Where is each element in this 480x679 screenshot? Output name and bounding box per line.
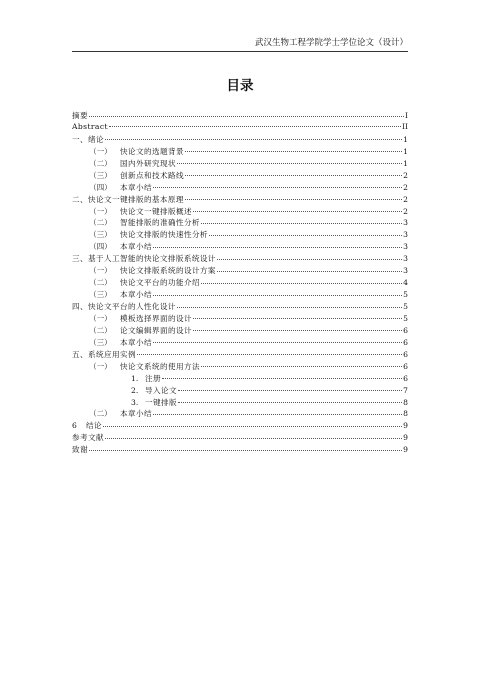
- toc-entry-label: 快论文系统的使用方法: [120, 361, 200, 371]
- toc-entry-number: （二）: [89, 158, 112, 168]
- toc-entry[interactable]: [72, 385, 408, 397]
- toc-entry-number: （二）: [89, 325, 112, 335]
- toc-entry-number: （三）: [89, 337, 112, 347]
- toc-entry-number: （一）: [89, 206, 112, 216]
- dot-leader: [105, 437, 402, 439]
- dot-leader: [185, 198, 402, 200]
- toc-entry-label: 本章小结: [120, 290, 152, 300]
- toc-entry-label: 一、绪论: [72, 134, 104, 144]
- toc-entry-number: 6: [72, 421, 77, 431]
- dot-leader: [89, 115, 404, 117]
- toc-entry-label: 模板选择界面的设计: [120, 313, 192, 323]
- dot-leader: [177, 306, 402, 308]
- toc-entry-page: 8: [403, 409, 408, 419]
- toc-entry-page: 3: [403, 254, 408, 264]
- toc-entry-page: 5: [403, 302, 408, 311]
- toc-entry-page: 6: [403, 337, 408, 347]
- toc-entry-number: （一）: [89, 266, 112, 276]
- toc-entry-page: 6: [403, 325, 408, 335]
- toc-entry-page: 9: [403, 445, 408, 455]
- toc-entry[interactable]: [72, 265, 408, 277]
- toc-entry[interactable]: [72, 182, 408, 194]
- toc-entry[interactable]: [72, 170, 408, 182]
- toc-entry-label: Abstract: [72, 121, 108, 131]
- header-text: 武汉生物工程学院学士学位论文（设计）: [254, 38, 408, 48]
- toc-entry-label: 快论文一键排版概述: [120, 206, 192, 216]
- dot-leader: [89, 449, 402, 451]
- toc-entry-page: 6: [403, 361, 408, 371]
- toc-entry[interactable]: [72, 194, 408, 206]
- toc-entry-label: 快论文排版的快速性分析: [120, 230, 208, 240]
- toc-entry-label: 快论文平台的功能介绍: [120, 278, 200, 288]
- toc-entry-page: 3: [403, 242, 408, 252]
- toc-entry-number: （二）: [89, 409, 112, 419]
- dot-leader: [137, 353, 402, 355]
- toc-entry[interactable]: [72, 229, 408, 241]
- toc-entry-label: 创新点和技术路线: [120, 170, 184, 180]
- toc-entry[interactable]: [72, 277, 408, 289]
- toc-entry[interactable]: [72, 373, 408, 385]
- toc-entry-label: 结论: [86, 421, 102, 431]
- dot-leader: [193, 317, 402, 319]
- toc-entry-page: 1: [403, 146, 408, 156]
- toc-entry-page: 9: [403, 433, 408, 443]
- toc-entry[interactable]: [72, 289, 408, 301]
- dot-leader: [185, 150, 402, 152]
- toc-entry-page: 3: [403, 266, 408, 276]
- toc-entry-page: 6: [403, 373, 408, 383]
- toc-entry-label: 国内外研究现状: [120, 158, 176, 168]
- toc-entry-page: 4: [403, 278, 408, 288]
- toc-entry-number: （一）: [89, 313, 112, 323]
- toc-entry-page: 2: [403, 170, 408, 180]
- toc-entry-label: 摘要: [72, 111, 88, 120]
- toc-entry-label: 四、快论文平台的人性化设计: [72, 302, 176, 311]
- dot-leader: [209, 234, 402, 236]
- toc-entry-label: 一键排版: [145, 397, 177, 407]
- dot-leader: [105, 138, 402, 140]
- toc-entry-label: 快论文的选题背景: [120, 146, 184, 156]
- page-header: [72, 38, 408, 52]
- toc-entry[interactable]: [72, 134, 408, 146]
- toc-entry-label: 本章小结: [120, 242, 152, 252]
- toc-entry-page: 8: [403, 397, 408, 407]
- toc-entry-page: 7: [403, 385, 408, 395]
- dot-leader: [201, 365, 402, 367]
- toc-entry-page: 5: [403, 313, 408, 323]
- toc-entry[interactable]: [72, 217, 408, 229]
- toc-entry-page: 3: [403, 230, 408, 240]
- toc-entry-number: （一）: [89, 361, 112, 371]
- dot-leader: [217, 270, 402, 272]
- dot-leader: [153, 341, 402, 343]
- toc-entry-page: 2: [403, 206, 408, 216]
- toc-entry[interactable]: [72, 432, 408, 444]
- toc-entry-label: 参考文献: [72, 433, 104, 443]
- toc-entry-label: 五、系统应用实例: [72, 349, 136, 359]
- toc-entry-number: 3.: [131, 397, 139, 407]
- toc-entry[interactable]: [72, 301, 408, 313]
- toc-entry-label: 论文编辑界面的设计: [120, 325, 192, 335]
- toc-entry-page: 2: [403, 194, 408, 204]
- toc-entry-label: 快论文排版系统的设计方案: [120, 266, 216, 276]
- dot-leader: [109, 125, 401, 127]
- dot-leader: [153, 186, 402, 188]
- dot-leader: [153, 413, 402, 415]
- toc-entry[interactable]: [72, 337, 408, 349]
- dot-leader: [178, 401, 402, 403]
- toc-entry-number: （二）: [89, 218, 112, 228]
- dot-leader: [177, 162, 402, 164]
- toc-entry-label: 致谢: [72, 445, 88, 455]
- toc-entry[interactable]: [72, 146, 408, 158]
- toc-entry[interactable]: [72, 313, 408, 325]
- toc-entry-number: 1.: [131, 373, 139, 383]
- toc-entry-page: 3: [403, 218, 408, 228]
- toc-entry-page: 1: [403, 158, 408, 168]
- dot-leader: [153, 294, 402, 296]
- toc-entry-label: 本章小结: [120, 182, 152, 192]
- toc-entry-page: 6: [403, 349, 408, 359]
- toc-entry-page: I: [405, 111, 408, 120]
- toc-entry-label: 导入论文: [145, 385, 177, 395]
- toc-entry-number: （四）: [89, 182, 112, 192]
- toc-entry-label: 二、快论文一键排版的基本原理: [72, 194, 184, 204]
- toc-entry[interactable]: [72, 110, 408, 122]
- toc-entry[interactable]: [72, 122, 408, 134]
- toc-entry-number: （三）: [89, 230, 112, 240]
- toc-entry-page: 9: [403, 421, 408, 431]
- dot-leader: [201, 282, 402, 284]
- toc-entry-page: 5: [403, 290, 408, 300]
- toc-entry[interactable]: [72, 158, 408, 170]
- toc-entry[interactable]: [72, 397, 408, 409]
- toc-title: 目录: [226, 78, 254, 94]
- toc-entry-number: （三）: [89, 290, 112, 300]
- toc-entry-label: 本章小结: [120, 337, 152, 347]
- toc-entry-page: 1: [403, 134, 408, 144]
- table-of-contents: [72, 110, 408, 456]
- dot-leader: [178, 389, 402, 391]
- dot-leader: [103, 425, 402, 427]
- dot-leader: [193, 329, 402, 331]
- toc-entry[interactable]: [72, 241, 408, 253]
- dot-leader: [193, 210, 402, 212]
- toc-entry-label: 本章小结: [120, 409, 152, 419]
- toc-entry[interactable]: [72, 325, 408, 337]
- toc-entry[interactable]: [72, 253, 408, 265]
- toc-entry[interactable]: [72, 420, 408, 432]
- toc-entry-label: 三、基于人工智能的快论文排版系统设计: [72, 254, 216, 264]
- toc-entry-page: II: [402, 121, 408, 131]
- toc-entry-number: 2.: [131, 385, 139, 395]
- dot-leader: [217, 258, 402, 260]
- toc-entry[interactable]: [72, 206, 408, 218]
- dot-leader: [201, 222, 402, 224]
- toc-entry-page: 2: [403, 182, 408, 192]
- toc-entry[interactable]: [72, 349, 408, 361]
- toc-entry-number: （一）: [89, 146, 112, 156]
- toc-entry-label: 智能排版的准确性分析: [120, 218, 200, 228]
- toc-entry[interactable]: [72, 361, 408, 373]
- toc-entry[interactable]: [72, 444, 408, 456]
- toc-entry-number: （三）: [89, 170, 112, 180]
- toc-entry-label: 注册: [145, 373, 161, 383]
- toc-entry-number: （四）: [89, 242, 112, 252]
- toc-entry-number: （二）: [89, 278, 112, 288]
- toc-entry[interactable]: [72, 408, 408, 420]
- dot-leader: [185, 174, 402, 176]
- dot-leader: [162, 377, 402, 379]
- dot-leader: [153, 246, 402, 248]
